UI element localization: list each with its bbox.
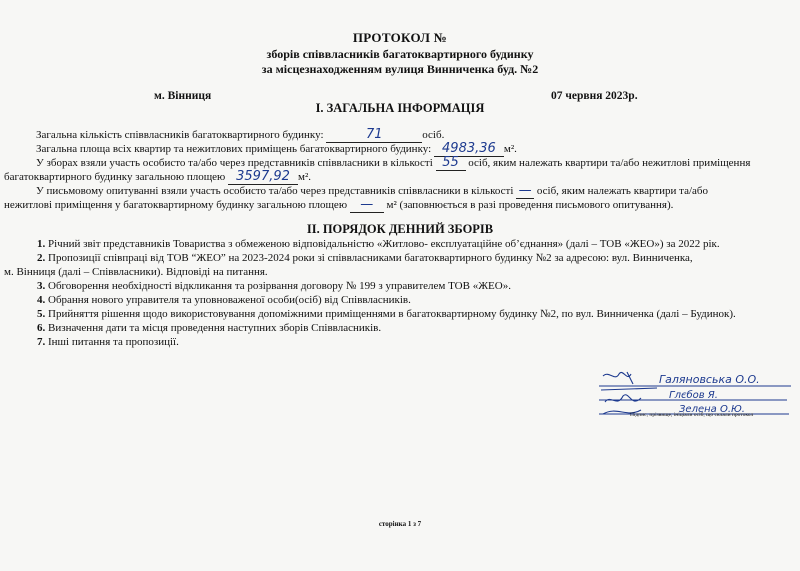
page-number: сторінка 1 з 7 <box>378 520 422 528</box>
section2-title: ІІ. ПОРЯДОК ДЕННИЙ ЗБОРІВ <box>306 222 494 236</box>
agenda-item-7: 7. Інші питання та пропозиції. <box>37 336 179 348</box>
attendance-line-1: У зборах взяли участь особисто та/або через представників співвласники в кількості 55 осіб, яким належать квартири та/або нежитлові приміщення <box>36 155 751 170</box>
attendance-count-value: 55 <box>436 155 466 171</box>
handwritten-signatures <box>597 368 793 428</box>
document-title: ПРОТОКОЛ № <box>352 30 448 45</box>
total-area-line: Загальна площа всіх квартир та нежитлових приміщень багатоквартирного будинку: 4983,36 м². <box>36 141 517 156</box>
written-survey-line-2: нежитлові приміщення у багатоквартирному будинку загальною площею — м² (заповнюється в разі проведення письмового опитування). <box>4 197 674 212</box>
attendance-area-value: 3597,92 <box>228 169 298 185</box>
written-survey-count-value: — <box>516 183 534 199</box>
document-subtitle-2: за місцезнаходженням вулиця Винниченка буд. №2 <box>261 62 539 76</box>
agenda-item-2: 2. Пропозиції співпраці від ТОВ “ЖЕО” на 2023-2024 роки зі співвласниками багатоквартирного будинку №2 за адресою: вул. Винниченка, <box>37 252 693 264</box>
attendance-line-2: багатоквартирного будинку загальною площею 3597,92 м². <box>4 169 312 184</box>
total-area-value: 4983,36 <box>434 141 504 157</box>
signature-name-3: Зелена О.Ю. <box>679 404 745 415</box>
agenda-item-2-continued: м. Вінниця (далі – Співвласники). Відповіді на питання. <box>4 266 268 278</box>
agenda-item-4: 4. Обрання нового управителя та уповноваженої особи(осіб) від Співвласників. <box>37 294 411 306</box>
owners-count-line: Загальна кількість співвласників багатоквартирного будинку: 71 осіб. <box>36 127 445 142</box>
agenda-item-3: 3. Обговорення необхідності відкликання та розірвання договору № 199 з управителем ТОВ «ЖЕО». <box>37 280 511 292</box>
agenda-item-5: 5. Прийняття рішення щодо використовування допоміжними приміщеннями в багатоквартирному будинку №2, по вул. Винниченка (далі – Будинок). <box>37 308 736 320</box>
city-label: м. Вінниця <box>154 90 212 102</box>
date-label: 07 червня 2023р. <box>551 90 638 102</box>
written-survey-line-1: У письмовому опитуванні взяли участь особисто та/або через представників співвласники в кількості — осіб, яким належать квартири та/або <box>36 183 709 198</box>
owners-count-value: 71 <box>326 127 422 143</box>
signature-caption: Підпис, прізвище, ініціали осіб, що склали протокол <box>630 412 754 418</box>
signature-name-1: Галяновська О.О. <box>659 373 760 386</box>
signature-name-2: Глєбов Я. <box>669 390 718 401</box>
agenda-item-1: 1. Річний звіт представників Товариства з обмеженою відповідальністю «Житлово- експлуатаційне об’єднання» (далі – ТОВ «ЖЕО») за 2022 рік. <box>37 238 720 250</box>
document-subtitle-1: зборів співвласників багатоквартирного будинку <box>266 47 534 61</box>
section1-title: І. ЗАГАЛЬНА ІНФОРМАЦІЯ <box>315 101 485 115</box>
agenda-item-6: 6. Визначення дати та місця проведення наступних зборів Співвласників. <box>37 322 382 334</box>
written-survey-area-value: — <box>350 197 384 213</box>
